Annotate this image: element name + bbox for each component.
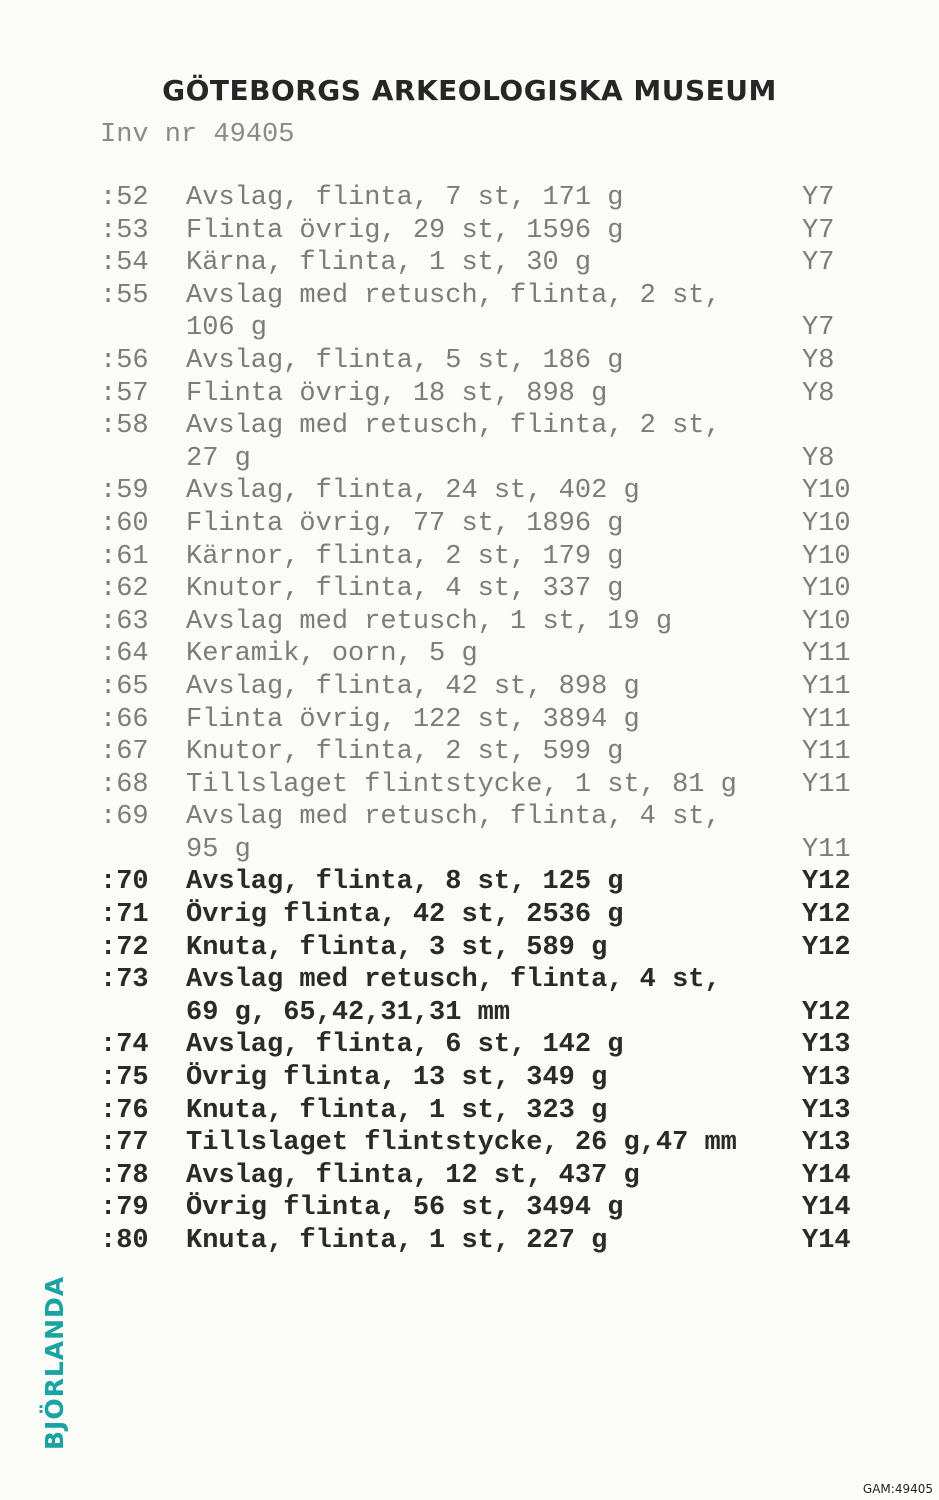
entry-line — [186, 1225, 860, 1258]
entry-number: :68 — [100, 769, 149, 800]
entry-text: Tillslaget flintstycke, 1 st, 81 g — [186, 769, 737, 800]
entry-line — [186, 606, 860, 639]
entry-location: Y8 — [802, 345, 835, 376]
entry-description — [186, 769, 860, 802]
entry-text: Avslag, flinta, 24 st, 402 g — [186, 476, 640, 507]
entry-line — [186, 182, 860, 215]
entry-line — [186, 573, 860, 606]
entry-description — [186, 866, 860, 899]
entry-line — [186, 671, 860, 704]
entry-location: Y14 — [802, 1226, 851, 1256]
entry-list — [100, 182, 860, 1258]
entry-row — [100, 247, 860, 280]
entry-row — [100, 345, 860, 378]
entry-line — [186, 345, 860, 378]
entry-line — [186, 899, 860, 932]
entry-location: Y7 — [802, 248, 835, 279]
entry-description — [186, 671, 860, 704]
entry-text: Avslag, flinta, 42 st, 898 g — [186, 671, 640, 702]
entry-line — [186, 475, 860, 508]
entry-text: Avslag, flinta, 8 st, 125 g — [186, 867, 624, 898]
entry-text: Avslag, flinta, 12 st, 437 g — [186, 1160, 640, 1191]
entry-location: Y10 — [802, 541, 851, 572]
entry-line — [186, 964, 860, 997]
entry-row — [100, 215, 860, 248]
entry-description — [186, 801, 860, 866]
entry-text: Tillslaget flintstycke, 26 g,47 mm — [186, 1128, 737, 1159]
entry-description — [186, 378, 860, 411]
entry-text: Knuta, flinta, 1 st, 227 g — [186, 1226, 608, 1256]
entry-number: :56 — [100, 345, 149, 376]
entry-text: Avslag med retusch, flinta, 2 st, — [186, 280, 721, 311]
entry-row — [100, 1029, 860, 1062]
entry-description — [186, 410, 860, 475]
entry-description — [186, 932, 860, 965]
entry-line — [186, 997, 860, 1030]
entry-text: Avslag med retusch, flinta, 4 st, — [186, 965, 721, 996]
entry-row — [100, 1127, 860, 1160]
entry-location: Y7 — [802, 215, 835, 246]
entry-row — [100, 704, 860, 737]
entry-number: :63 — [100, 606, 149, 637]
entry-line — [186, 801, 860, 834]
entry-line — [186, 932, 860, 965]
entry-description — [186, 1029, 860, 1062]
entry-description — [186, 704, 860, 737]
entry-location: Y14 — [802, 1193, 851, 1224]
entry-row — [100, 638, 860, 671]
entry-location: Y8 — [802, 378, 835, 409]
entry-row — [100, 606, 860, 639]
archive-tag: GAM:49405 — [862, 1482, 933, 1496]
entry-text: Avslag med retusch, flinta, 4 st, — [186, 802, 721, 833]
entry-line — [186, 1160, 860, 1193]
inventory-number: Inv nr 49405 — [100, 120, 295, 150]
entry-text: Avslag, flinta, 6 st, 142 g — [186, 1030, 624, 1061]
entry-location: Y12 — [802, 867, 851, 898]
entry-number: :74 — [100, 1030, 149, 1061]
entry-row — [100, 1095, 860, 1128]
entry-line — [186, 312, 860, 345]
entry-row — [100, 932, 860, 965]
entry-number: :61 — [100, 541, 149, 572]
entry-number: :70 — [100, 867, 149, 898]
entry-text: 95 g — [186, 834, 251, 865]
entry-number: :69 — [100, 802, 149, 833]
entry-text: Avslag med retusch, flinta, 2 st, — [186, 411, 721, 442]
entry-number: :64 — [100, 639, 149, 670]
entry-line — [186, 1062, 860, 1095]
entry-location: Y10 — [802, 606, 851, 637]
entry-line — [186, 215, 860, 248]
entry-description — [186, 1062, 860, 1095]
entry-line — [186, 638, 860, 671]
entry-description — [186, 247, 860, 280]
entry-location: Y11 — [802, 769, 851, 800]
entry-description — [186, 508, 860, 541]
entry-row — [100, 899, 860, 932]
entry-location-spacer — [802, 964, 860, 997]
entry-text: Flinta övrig, 29 st, 1596 g — [186, 215, 624, 246]
entry-row — [100, 1160, 860, 1193]
entry-description — [186, 736, 860, 769]
entry-location: Y13 — [802, 1030, 851, 1061]
entry-line — [186, 1029, 860, 1062]
entry-line — [186, 769, 860, 802]
entry-line — [186, 443, 860, 476]
entry-row — [100, 964, 860, 1029]
entry-description — [186, 638, 860, 671]
entry-location: Y12 — [802, 900, 851, 931]
entry-number: :66 — [100, 704, 149, 735]
entry-row — [100, 475, 860, 508]
entry-number: :65 — [100, 671, 149, 702]
entry-text: Övrig flinta, 42 st, 2536 g — [186, 900, 624, 931]
entry-number: :52 — [100, 183, 149, 213]
entry-text: Knuta, flinta, 1 st, 323 g — [186, 1095, 608, 1126]
entry-number: :73 — [100, 965, 149, 996]
entry-description — [186, 1095, 860, 1128]
entry-location: Y13 — [802, 1128, 851, 1159]
entry-row — [100, 801, 860, 866]
entry-text: Flinta övrig, 122 st, 3894 g — [186, 704, 640, 735]
entry-description — [186, 1225, 860, 1258]
entry-number: :67 — [100, 737, 149, 768]
entry-location: Y7 — [802, 183, 835, 213]
entry-row — [100, 866, 860, 899]
entry-line — [186, 541, 860, 574]
entry-number: :53 — [100, 215, 149, 246]
entry-description — [186, 573, 860, 606]
entry-number: :76 — [100, 1095, 149, 1126]
entry-description — [186, 215, 860, 248]
entry-row — [100, 736, 860, 769]
entry-number: :78 — [100, 1160, 149, 1191]
entry-location: Y11 — [802, 834, 851, 865]
entry-location: Y8 — [802, 443, 835, 474]
entry-description — [186, 182, 860, 215]
entry-line — [186, 508, 860, 541]
entry-row — [100, 280, 860, 345]
entry-description — [186, 964, 860, 1029]
entry-text: Knuta, flinta, 3 st, 589 g — [186, 932, 608, 963]
entry-row — [100, 1225, 860, 1258]
entry-row — [100, 769, 860, 802]
entry-location: Y7 — [802, 313, 835, 344]
entry-row — [100, 671, 860, 704]
entry-line — [186, 1192, 860, 1225]
entry-line — [186, 378, 860, 411]
entry-text: Keramik, oorn, 5 g — [186, 639, 478, 670]
museum-title: GÖTEBORGS ARKEOLOGISKA MUSEUM — [162, 74, 777, 107]
entry-text: Kärnor, flinta, 2 st, 179 g — [186, 541, 624, 572]
entry-description — [186, 345, 860, 378]
entry-location: Y14 — [802, 1160, 851, 1191]
entry-description — [186, 606, 860, 639]
entry-row — [100, 1062, 860, 1095]
entry-number: :62 — [100, 574, 149, 605]
entry-number: :72 — [100, 932, 149, 963]
entry-text: Knutor, flinta, 4 st, 337 g — [186, 574, 624, 605]
entry-location: Y12 — [802, 932, 851, 963]
entry-text: Flinta övrig, 77 st, 1896 g — [186, 508, 624, 539]
entry-text: 69 g, 65,42,31,31 mm — [186, 997, 511, 1028]
entry-line — [186, 834, 860, 867]
entry-line — [186, 410, 860, 443]
entry-line — [186, 1127, 860, 1160]
entry-location: Y11 — [802, 671, 851, 702]
entry-location: Y11 — [802, 737, 851, 768]
entry-number: :58 — [100, 411, 149, 442]
entry-location: Y13 — [802, 1063, 851, 1094]
entry-line — [186, 866, 860, 899]
entry-line — [186, 736, 860, 769]
entry-location: Y13 — [802, 1095, 851, 1126]
entry-location: Y11 — [802, 639, 851, 670]
entry-row — [100, 508, 860, 541]
entry-number: :77 — [100, 1128, 149, 1159]
entry-number: :54 — [100, 248, 149, 279]
entry-location: Y10 — [802, 508, 851, 539]
entry-text: Flinta övrig, 18 st, 898 g — [186, 378, 608, 409]
entry-description — [186, 280, 860, 345]
entry-row — [100, 573, 860, 606]
entry-number: :57 — [100, 378, 149, 409]
entry-description — [186, 541, 860, 574]
entry-line — [186, 1095, 860, 1128]
entry-location: Y10 — [802, 574, 851, 605]
entry-text: Avslag, flinta, 7 st, 171 g — [186, 183, 624, 213]
entry-text: Övrig flinta, 56 st, 3494 g — [186, 1193, 624, 1224]
entry-number: :71 — [100, 900, 149, 931]
entry-line — [186, 704, 860, 737]
entry-line — [186, 247, 860, 280]
entry-location: Y11 — [802, 704, 851, 735]
entry-number: :79 — [100, 1193, 149, 1224]
entry-description — [186, 1127, 860, 1160]
entry-number: :59 — [100, 476, 149, 507]
entry-location-spacer — [802, 801, 860, 834]
entry-text: 106 g — [186, 313, 268, 344]
entry-row — [100, 182, 860, 215]
entry-description — [186, 475, 860, 508]
entry-line — [186, 280, 860, 313]
entry-description — [186, 1160, 860, 1193]
entry-text: Övrig flinta, 13 st, 349 g — [186, 1063, 608, 1094]
entry-location: Y10 — [802, 476, 851, 507]
site-label: BJÖRLANDA — [40, 1275, 69, 1450]
entry-row — [100, 541, 860, 574]
entry-text: 27 g — [186, 443, 251, 474]
entry-number: :80 — [100, 1226, 149, 1256]
entry-number: :55 — [100, 280, 149, 311]
entry-description — [186, 1192, 860, 1225]
entry-text: Avslag med retusch, 1 st, 19 g — [186, 606, 673, 637]
entry-text: Knutor, flinta, 2 st, 599 g — [186, 737, 624, 768]
entry-row — [100, 378, 860, 411]
entry-description — [186, 899, 860, 932]
entry-row — [100, 1192, 860, 1225]
entry-location-spacer — [802, 280, 860, 313]
entry-number: :75 — [100, 1063, 149, 1094]
entry-row — [100, 410, 860, 475]
entry-number: :60 — [100, 508, 149, 539]
entry-location-spacer — [802, 410, 860, 443]
entry-text: Kärna, flinta, 1 st, 30 g — [186, 248, 592, 279]
entry-location: Y12 — [802, 997, 851, 1028]
entry-text: Avslag, flinta, 5 st, 186 g — [186, 345, 624, 376]
